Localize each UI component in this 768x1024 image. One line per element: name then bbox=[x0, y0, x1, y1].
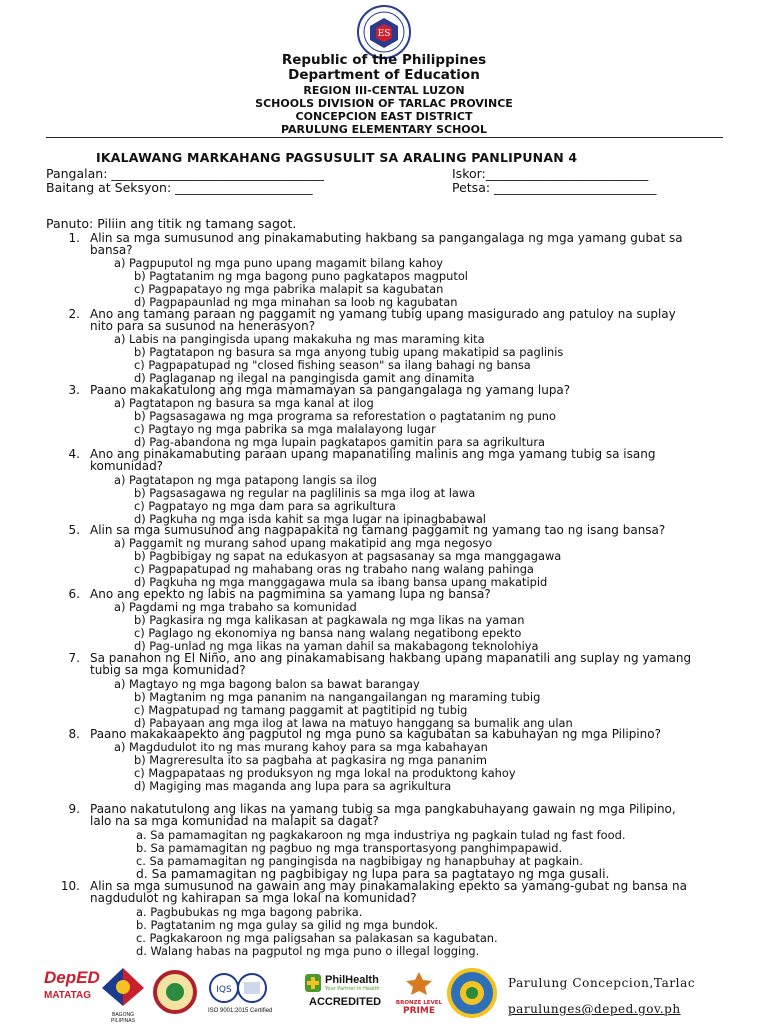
header-republic: Republic of the Philippines bbox=[281, 52, 487, 68]
answer-option[interactable]: b) Pagtatapon ng basura sa mga anyong tubig upang makatipid sa paglinis bbox=[134, 345, 564, 359]
answer-option[interactable]: c) Magpapataas ng produksyon ng mga lokal na produktong kahoy bbox=[134, 766, 516, 780]
answer-option[interactable]: d) Pabayaan ang mga ilog at lawa na matuyo hanggang sa bumalik ang ulan bbox=[134, 716, 573, 730]
answer-option[interactable]: b. Sa pamamagitan ng pagbuo ng mga transportasyong panghimpapawid. bbox=[136, 841, 563, 855]
header-school: PARULUNG ELEMENTARY SCHOOL bbox=[280, 123, 488, 136]
answer-option[interactable]: a. Pagbubukas ng mga bagong pabrika. bbox=[136, 905, 363, 919]
answer-option[interactable]: a) Magdudulot ito ng mas murang kahoy para sa mga kabahayan bbox=[114, 740, 488, 754]
answer-option[interactable]: d) Paglaganap ng ilegal na pangingisda gamit ang dinamita bbox=[134, 371, 475, 385]
header-divider bbox=[46, 137, 723, 138]
question-text: komunidad? bbox=[90, 459, 164, 473]
answer-option[interactable]: d) Pagkuha ng mga manggagawa mula sa ibang bansa upang makatipid bbox=[134, 575, 548, 589]
answer-option[interactable]: d) Magiging mas maganda ang lupa para sa agrikultura bbox=[134, 779, 452, 793]
question-text: lalo na sa mga komunidad na malapit sa dagat? bbox=[90, 814, 379, 828]
name-field[interactable]: Pangalan: __________________________________ bbox=[46, 166, 324, 181]
answer-option[interactable]: c. Sa pamamagitan ng pangingisda na nagbibigay ng hanapbuhay at pagkain. bbox=[136, 854, 583, 868]
school-seal-1 bbox=[153, 970, 197, 1018]
header-district: CONCEPCION EAST DISTRICT bbox=[295, 110, 473, 123]
answer-option[interactable]: b) Magtanim ng mga pananim na nangangailangan ng maraming tubig bbox=[134, 690, 541, 704]
answer-option[interactable]: c. Pagkakaroon ng mga paligsahan sa palakasan sa kagubatan. bbox=[136, 931, 498, 945]
deped-wordmark: DepED bbox=[44, 968, 100, 987]
answer-option[interactable]: a) Pagdami ng mga trabaho sa komunidad bbox=[114, 600, 357, 614]
accredited-text: ACCREDITED bbox=[309, 996, 382, 1008]
section-field[interactable]: Baitang at Seksyon: ______________________ bbox=[46, 180, 313, 195]
answer-option[interactable]: b) Pagtatanim ng mga bagong puno pagkatapos magputol bbox=[134, 269, 468, 283]
question-text: Alin sa mga sumusunod ang pinakamabuting hakbang sa pangangalaga ng mga yamang gubat sa bbox=[90, 231, 683, 245]
score-field[interactable]: Iskor:__________________________ bbox=[452, 166, 649, 181]
answer-option[interactable]: b) Magreresulta ito sa pagbaha at pagkasira ng mga pananim bbox=[134, 753, 487, 767]
answer-option[interactable]: b) Pagsasagawa ng regular na paglilinis sa mga ilog at lawa bbox=[134, 486, 476, 500]
question-text: bansa? bbox=[90, 243, 133, 257]
answer-option[interactable]: d) Pag-abandona ng mga lupain pagkatapos gamitin para sa agrikultura bbox=[134, 435, 546, 449]
answer-option[interactable]: a) Labis na pangingisda upang makakuha ng mas maraming kita bbox=[114, 332, 485, 346]
answer-option[interactable]: c) Magpatupad ng tamang paggamit at pagtitipid ng tubig bbox=[134, 703, 468, 717]
answer-option[interactable]: c) Paglago ng ekonomiya ng bansa nang walang negatibong epekto bbox=[134, 626, 522, 640]
question-text: Paano makakaapekto ang pagputol ng mga puno sa kagubatan sa kabuhayan ng mga Pilipino? bbox=[90, 727, 661, 741]
question-text: Paano nakatutulong ang likas na yamang tubig sa mga pangkabuhayang gawain ng mga Pilipino, bbox=[90, 802, 676, 816]
question-number: 3. bbox=[68, 383, 80, 397]
school-address: Parulung Concepcion,Tarlac bbox=[508, 976, 696, 990]
answer-option[interactable]: c) Pagtayo ng mga pabrika sa mga malalayong lugar bbox=[134, 422, 436, 436]
answer-option[interactable]: a) Pagtatapon ng mga patapong langis sa ilog bbox=[114, 473, 377, 487]
bagong-pilipinas-text: BAGONG PILIPINAS bbox=[111, 1012, 135, 1024]
answer-option[interactable]: c) Pagpatayo ng mga dam para sa agrikultura bbox=[134, 499, 396, 513]
philhealth-name: PhilHealth bbox=[325, 974, 379, 986]
bronze-text: BRONZE LEVEL bbox=[395, 1000, 443, 1006]
answer-option[interactable]: b) Pagkasira ng mga kalikasan at pagkawala ng mga likas na yaman bbox=[134, 613, 525, 627]
philhealth-tagline: Your Partner in Health bbox=[325, 986, 380, 992]
question-text: Paano makakatulong ang mga mamamayan sa pangangalaga ng yamang lupa? bbox=[90, 383, 571, 397]
answer-option[interactable]: c) Pagpapatupad ng mahabang oras ng trabaho nang walang pahinga bbox=[134, 562, 534, 576]
philhealth-icon bbox=[303, 972, 323, 994]
answer-option[interactable]: b. Pagtatanim ng mga gulay sa gilid ng mga bundok. bbox=[136, 918, 439, 932]
question-number: 7. bbox=[68, 651, 80, 665]
answer-option[interactable]: b) Pagsasagawa ng mga programa sa reforestation o pagtatanim ng puno bbox=[134, 409, 556, 423]
answer-option[interactable]: c) Pagpapatupad ng "closed fishing season" sa ilang bahagi ng bansa bbox=[134, 358, 531, 372]
school-seal-2 bbox=[447, 968, 497, 1022]
answer-option[interactable]: a) Pagpuputol ng mga puno upang magamit bilang kahoy bbox=[114, 256, 444, 270]
school-email-link[interactable]: parulunges@deped.gov.ph bbox=[508, 1002, 681, 1016]
question-number: 9. bbox=[68, 802, 80, 816]
question-text: Ano ang pinakamabuting paraan upang mapanatiling malinis ang mga yamang tubig sa isang bbox=[90, 447, 656, 461]
question-text: Alin sa mga sumusunod na gawain ang may pinakamalaking epekto sa yamang-gubat ng bansa na bbox=[90, 879, 688, 893]
iso-certification-logo bbox=[208, 972, 298, 1018]
matatag-wordmark: MATATAG bbox=[44, 990, 92, 1001]
svg-text:ES: ES bbox=[377, 29, 391, 39]
answer-option[interactable]: a) Paggamit ng murang sahod upang makatipid ang mga negosyo bbox=[114, 536, 493, 550]
answer-option[interactable]: d) Pagkuha ng mga isda kahit sa mga lugar na ipinagbabawal bbox=[134, 512, 486, 526]
footer bbox=[0, 966, 768, 1022]
question-text: nagdudulot ng kahirapan sa mga lokal na komunidad? bbox=[90, 891, 417, 905]
question-text: Alin sa mga sumusunod ang nagpapakita ng tamang paggamit ng yamang tao ng isang bansa? bbox=[90, 523, 666, 537]
answer-option[interactable]: d) Pagpapaunlad ng mga minahan sa loob ng kagubatan bbox=[134, 295, 458, 309]
question-number: 6. bbox=[68, 587, 80, 601]
instruction: Panuto: Piliin ang titik ng tamang sagot. bbox=[46, 216, 297, 231]
exam-title: IKALAWANG MARKAHANG PAGSUSULIT SA ARALING PANLIPUNAN 4 bbox=[96, 150, 578, 165]
question-number: 5. bbox=[68, 523, 80, 537]
question-number: 10. bbox=[60, 879, 80, 893]
answer-option[interactable]: c) Pagpapatayo ng mga pabrika malapit sa kagubatan bbox=[134, 282, 444, 296]
bagong-pilipinas-logo bbox=[100, 966, 146, 1022]
question-text: Sa panahon ng El Niño, ano ang pinakamabisang hakbang upang mapanatili ang suplay ng yamang bbox=[90, 651, 692, 665]
question-text: Ano ang epekto ng labis na pagmimina sa yamang lupa ng bansa? bbox=[90, 587, 491, 601]
iso-text: ISO 9001:2015 Certified bbox=[208, 1008, 273, 1014]
deped-matatag-logo bbox=[44, 968, 100, 1016]
answer-option[interactable]: a) Pagtatapon ng basura sa mga kanal at ilog bbox=[114, 396, 374, 410]
answer-option[interactable]: d) Pag-unlad ng mga likas na yaman dahil sa makabagong teknolohiya bbox=[134, 639, 539, 653]
prime-star-icon bbox=[399, 970, 439, 996]
bronze-prime-logo bbox=[394, 970, 444, 1020]
prime-text: PRIME bbox=[403, 1006, 435, 1016]
answer-option[interactable]: a) Magtayo ng mga bagong balon sa bawat barangay bbox=[114, 677, 420, 691]
header-region: REGION III-CENTAL LUZON bbox=[303, 84, 465, 97]
header-deped: Department of Education bbox=[288, 67, 480, 83]
philhealth-logo bbox=[303, 972, 389, 1018]
answer-option[interactable]: b) Pagbibigay ng sapat na edukasyon at pagsasanay sa mga manggagawa bbox=[134, 549, 562, 563]
question-text: tubig sa mga komunidad? bbox=[90, 663, 246, 677]
header-division: SCHOOLS DIVISION OF TARLAC PROVINCE bbox=[255, 97, 513, 110]
svg-text:IQS: IQS bbox=[216, 985, 232, 995]
question-number: 8. bbox=[68, 727, 80, 741]
question-text: nito para sa susunod na henerasyon? bbox=[90, 319, 316, 333]
answer-option[interactable]: a. Sa pamamagitan ng pagkakaroon ng mga industriya ng pagkain tulad ng fast food. bbox=[136, 828, 626, 842]
answer-option[interactable]: d. Walang habas na pagputol ng mga puno o illegal logging. bbox=[136, 944, 480, 958]
question-text: Ano ang tamang paraan ng paggamit ng yamang tubig upang masigurado ang patuloy na suplay bbox=[90, 307, 676, 321]
question-number: 1. bbox=[68, 231, 80, 245]
question-number: 4. bbox=[68, 447, 80, 461]
date-field[interactable]: Petsa: __________________________ bbox=[452, 180, 657, 195]
answer-option[interactable]: d. Sa pamamagitan ng pagbibigay ng lupa para sa pagtatayo ng mga gusali. bbox=[136, 867, 610, 881]
question-number: 2. bbox=[68, 307, 80, 321]
sun-flag-icon bbox=[100, 966, 146, 1008]
